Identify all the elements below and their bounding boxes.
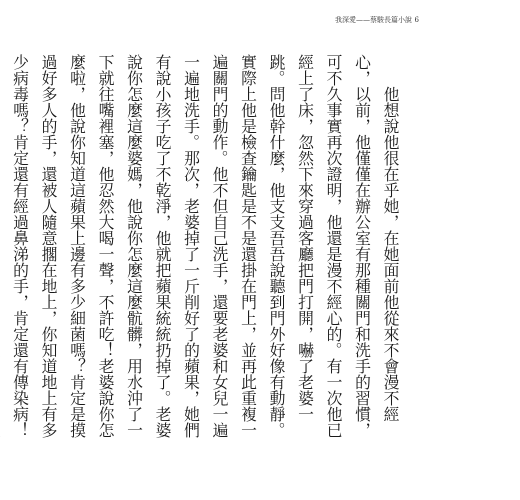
- page-number: 6: [414, 16, 419, 24]
- running-header: 我深愛——蔡駿長篇小說: [335, 16, 412, 24]
- paragraph: 他想說他很在乎她，在她面前他從來不會漫不經心，以前，他僅僅在辦公室有那種關門和洗手的習慣，可不久事實再次證明，他還是漫不經心的。有一次他已經上了床，忽然下來穿過客廳把門打開，嚇了老婆一跳。問他幹什麼，他支支吾吾說聽到門外好像有動靜。實際上他是檢查鑰匙是不是還掛在門上，並再此重複一遍關門的動作。他不但自己洗手，還要老婆和女兒一遍一遍地洗手。那次，老婆掉了一斤削好了的蘋果，她們有說小孩子吃了不乾淨，他就把蘋果統統扔掉了。老婆說你怎麼這麼婆媽，他說你怎麼這麼骯髒，用水沖了一下就往嘴裡塞，他忍然大喝一聲，不許吃！老婆說你怎麼啦，他說你知道這蘋果上邊有多少細菌嗎？肯定是摸過好多人的手，還被人隨意擱在地上，你知道地上有多少病毒嗎？肯定還有經過鼻涕的手，肯定還有傳染病！: [10, 54, 400, 438]
- body-text: [10, 54, 404, 446]
